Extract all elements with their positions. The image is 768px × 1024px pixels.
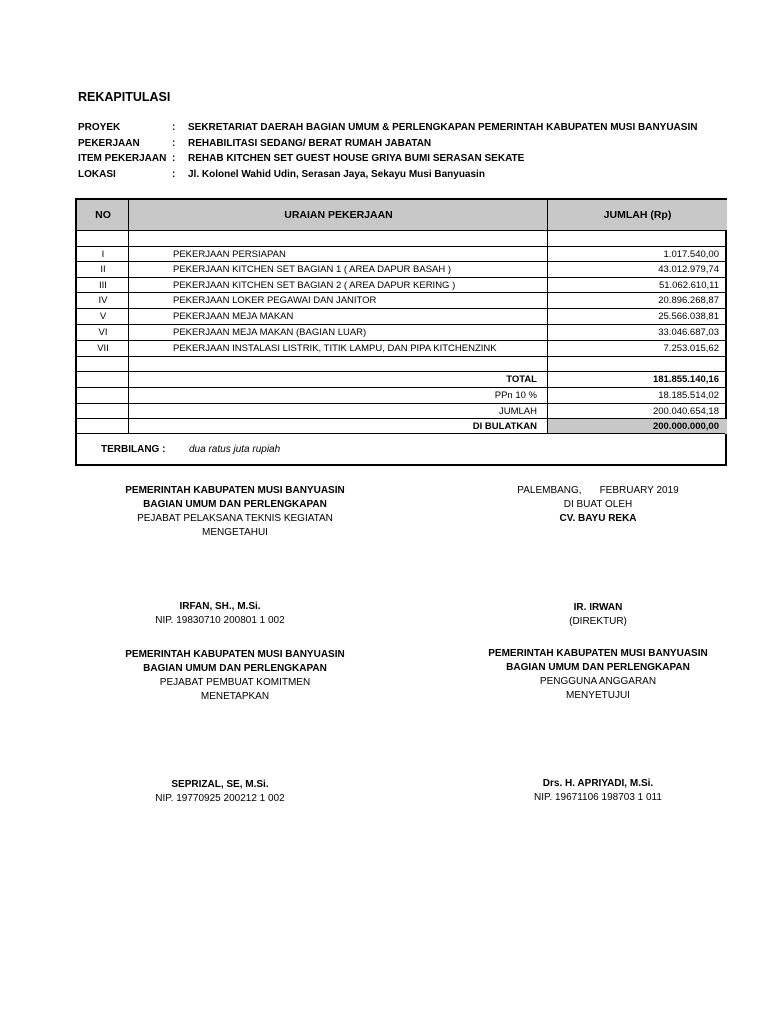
row-amount: 1.017.540,00 [663, 249, 719, 260]
info-row-proyek [0, 122, 768, 136]
divider [77, 387, 725, 388]
signer-nip: NIP. 19770925 200212 1 002 [155, 793, 285, 804]
bulatkan-value: 200.000.000,00 [652, 421, 719, 432]
signer-role: (DIREKTUR) [569, 616, 627, 627]
signer-ppk [95, 778, 345, 806]
sig-line: BAGIAN UMUM DAN PERLENGKAPAN [506, 662, 690, 673]
signer-name: IR. IRWAN [573, 602, 623, 613]
row-amount: 43.012.979,74 [658, 264, 719, 275]
row-desc: PEKERJAAN LOKER PEGAWAI DAN JANITOR [173, 295, 377, 306]
row-desc: PEKERJAAN PERSIAPAN [173, 249, 286, 260]
row-amount: 20.896.268,87 [658, 295, 719, 306]
sig-place-date [478, 484, 718, 498]
divider [77, 356, 725, 357]
row-amount: 25.566.038,81 [658, 311, 719, 322]
row-desc: PEKERJAAN MEJA MAKAN [173, 311, 294, 322]
total-value: 181.855.140,16 [652, 374, 719, 385]
signature-block-ppk [95, 648, 375, 704]
total-label: TOTAL [506, 374, 537, 385]
row-no: VI [98, 327, 108, 338]
signer-pptk [95, 600, 345, 628]
ppn-value: 18.185.514,02 [658, 390, 719, 401]
info-row-item-pekerjaan [0, 153, 768, 167]
row-desc: PEKERJAAN KITCHEN SET BAGIAN 1 ( AREA DAPUR BASAH ) [173, 264, 452, 275]
sig-line: BAGIAN UMUM DAN PERLENGKAPAN [143, 663, 327, 674]
row-no: III [99, 280, 107, 291]
ppn-label: PPn 10 % [494, 390, 537, 401]
row-no: VII [97, 343, 109, 354]
sig-line: PEMERINTAH KABUPATEN MUSI BANYUASIN [125, 485, 345, 496]
terbilang-value: dua ratus juta rupiah [189, 444, 281, 455]
sig-line: CV. BAYU REKA [559, 513, 637, 524]
sig-line: DI BUAT OLEH [563, 499, 633, 510]
info-label: PROYEK [78, 122, 121, 133]
info-label: ITEM PEKERJAAN [78, 153, 167, 164]
sig-place: PALEMBANG, [517, 485, 582, 496]
row-no: II [100, 264, 106, 275]
sig-line: PEMERINTAH KABUPATEN MUSI BANYUASIN [488, 648, 708, 659]
signer-name: Drs. H. APRIYADI, M.Si. [542, 778, 654, 789]
row-amount: 51.062.610,11 [658, 280, 719, 291]
jumlah-label: JUMLAH [498, 406, 537, 417]
info-row-lokasi [0, 169, 768, 183]
divider [547, 200, 548, 434]
row-desc: PEKERJAAN MEJA MAKAN (BAGIAN LUAR) [173, 327, 367, 338]
bulatkan-label: DI BULATKAN [472, 421, 537, 432]
signer-name: SEPRIZAL, SE, M.Si. [171, 779, 269, 790]
info-value: SEKRETARIAT DAERAH BAGIAN UMUM & PERLENGKAPAN PEMERINTAH KABUPATEN MUSI BANYUASIN [188, 122, 698, 133]
header-amount: JUMLAH (Rp) [548, 200, 727, 231]
signer-nip: NIP. 19830710 200801 1 002 [155, 615, 285, 626]
header-no: NO [77, 200, 129, 231]
divider [77, 418, 725, 419]
info-value: Jl. Kolonel Wahid Udin, Serasan Jaya, Sekayu Musi Banyuasin [188, 169, 485, 180]
divider [77, 403, 725, 404]
sig-line: PEMERINTAH KABUPATEN MUSI BANYUASIN [125, 649, 345, 660]
sig-line: MENETAPKAN [200, 691, 270, 702]
divider [77, 433, 725, 434]
sig-date: FEBRUARY 2019 [599, 485, 679, 496]
sig-line: PEJABAT PEMBUAT KOMITMEN [159, 677, 311, 688]
sig-line: MENYETUJUI [566, 690, 630, 701]
sig-line: PEJABAT PELAKSANA TEKNIS KEGIATAN [137, 513, 333, 524]
signer-pa [473, 777, 723, 805]
signer-nip: NIP. 19671106 198703 1 011 [534, 792, 662, 803]
document-title: REKAPITULASI [78, 90, 171, 104]
info-colon: : [172, 122, 176, 133]
info-row-pekerjaan [0, 138, 768, 152]
row-amount: 33.046.687,03 [658, 327, 719, 338]
row-no: V [99, 311, 107, 322]
divider [77, 371, 725, 372]
header-desc: URAIAN PEKERJAAN [129, 200, 548, 231]
sig-line: MENGETAHUI [202, 527, 268, 538]
info-label: LOKASI [78, 169, 116, 180]
signature-block-contractor [478, 484, 718, 526]
info-colon: : [172, 153, 176, 164]
recap-table [75, 198, 727, 466]
sig-line: PENGGUNA ANGGARAN [539, 676, 657, 687]
signer-name: IRFAN, SH., M.Si. [179, 601, 261, 612]
row-no: IV [98, 295, 108, 306]
signature-block-pa [458, 647, 738, 703]
row-desc: PEKERJAAN KITCHEN SET BAGIAN 2 ( AREA DAPUR KERING ) [173, 280, 456, 291]
jumlah-value: 200.040.654,18 [652, 406, 719, 417]
signer-contractor [478, 601, 718, 629]
row-desc: PEKERJAAN INSTALASI LISTRIK, TITIK LAMPU, DAN PIPA KITCHENZINK [173, 343, 497, 354]
info-value: REHAB KITCHEN SET GUEST HOUSE GRIYA BUMI SERASAN SEKATE [188, 153, 525, 164]
info-colon: : [172, 138, 176, 149]
info-colon: : [172, 169, 176, 180]
signature-block-pptk [95, 484, 375, 540]
info-label: PEKERJAAN [78, 138, 140, 149]
info-value: REHABILITASI SEDANG/ BERAT RUMAH JABATAN [188, 138, 432, 149]
row-no: I [101, 249, 105, 260]
sig-line: BAGIAN UMUM DAN PERLENGKAPAN [143, 499, 327, 510]
terbilang-label: TERBILANG : [101, 444, 166, 455]
row-amount: 7.253.015,62 [663, 343, 719, 354]
